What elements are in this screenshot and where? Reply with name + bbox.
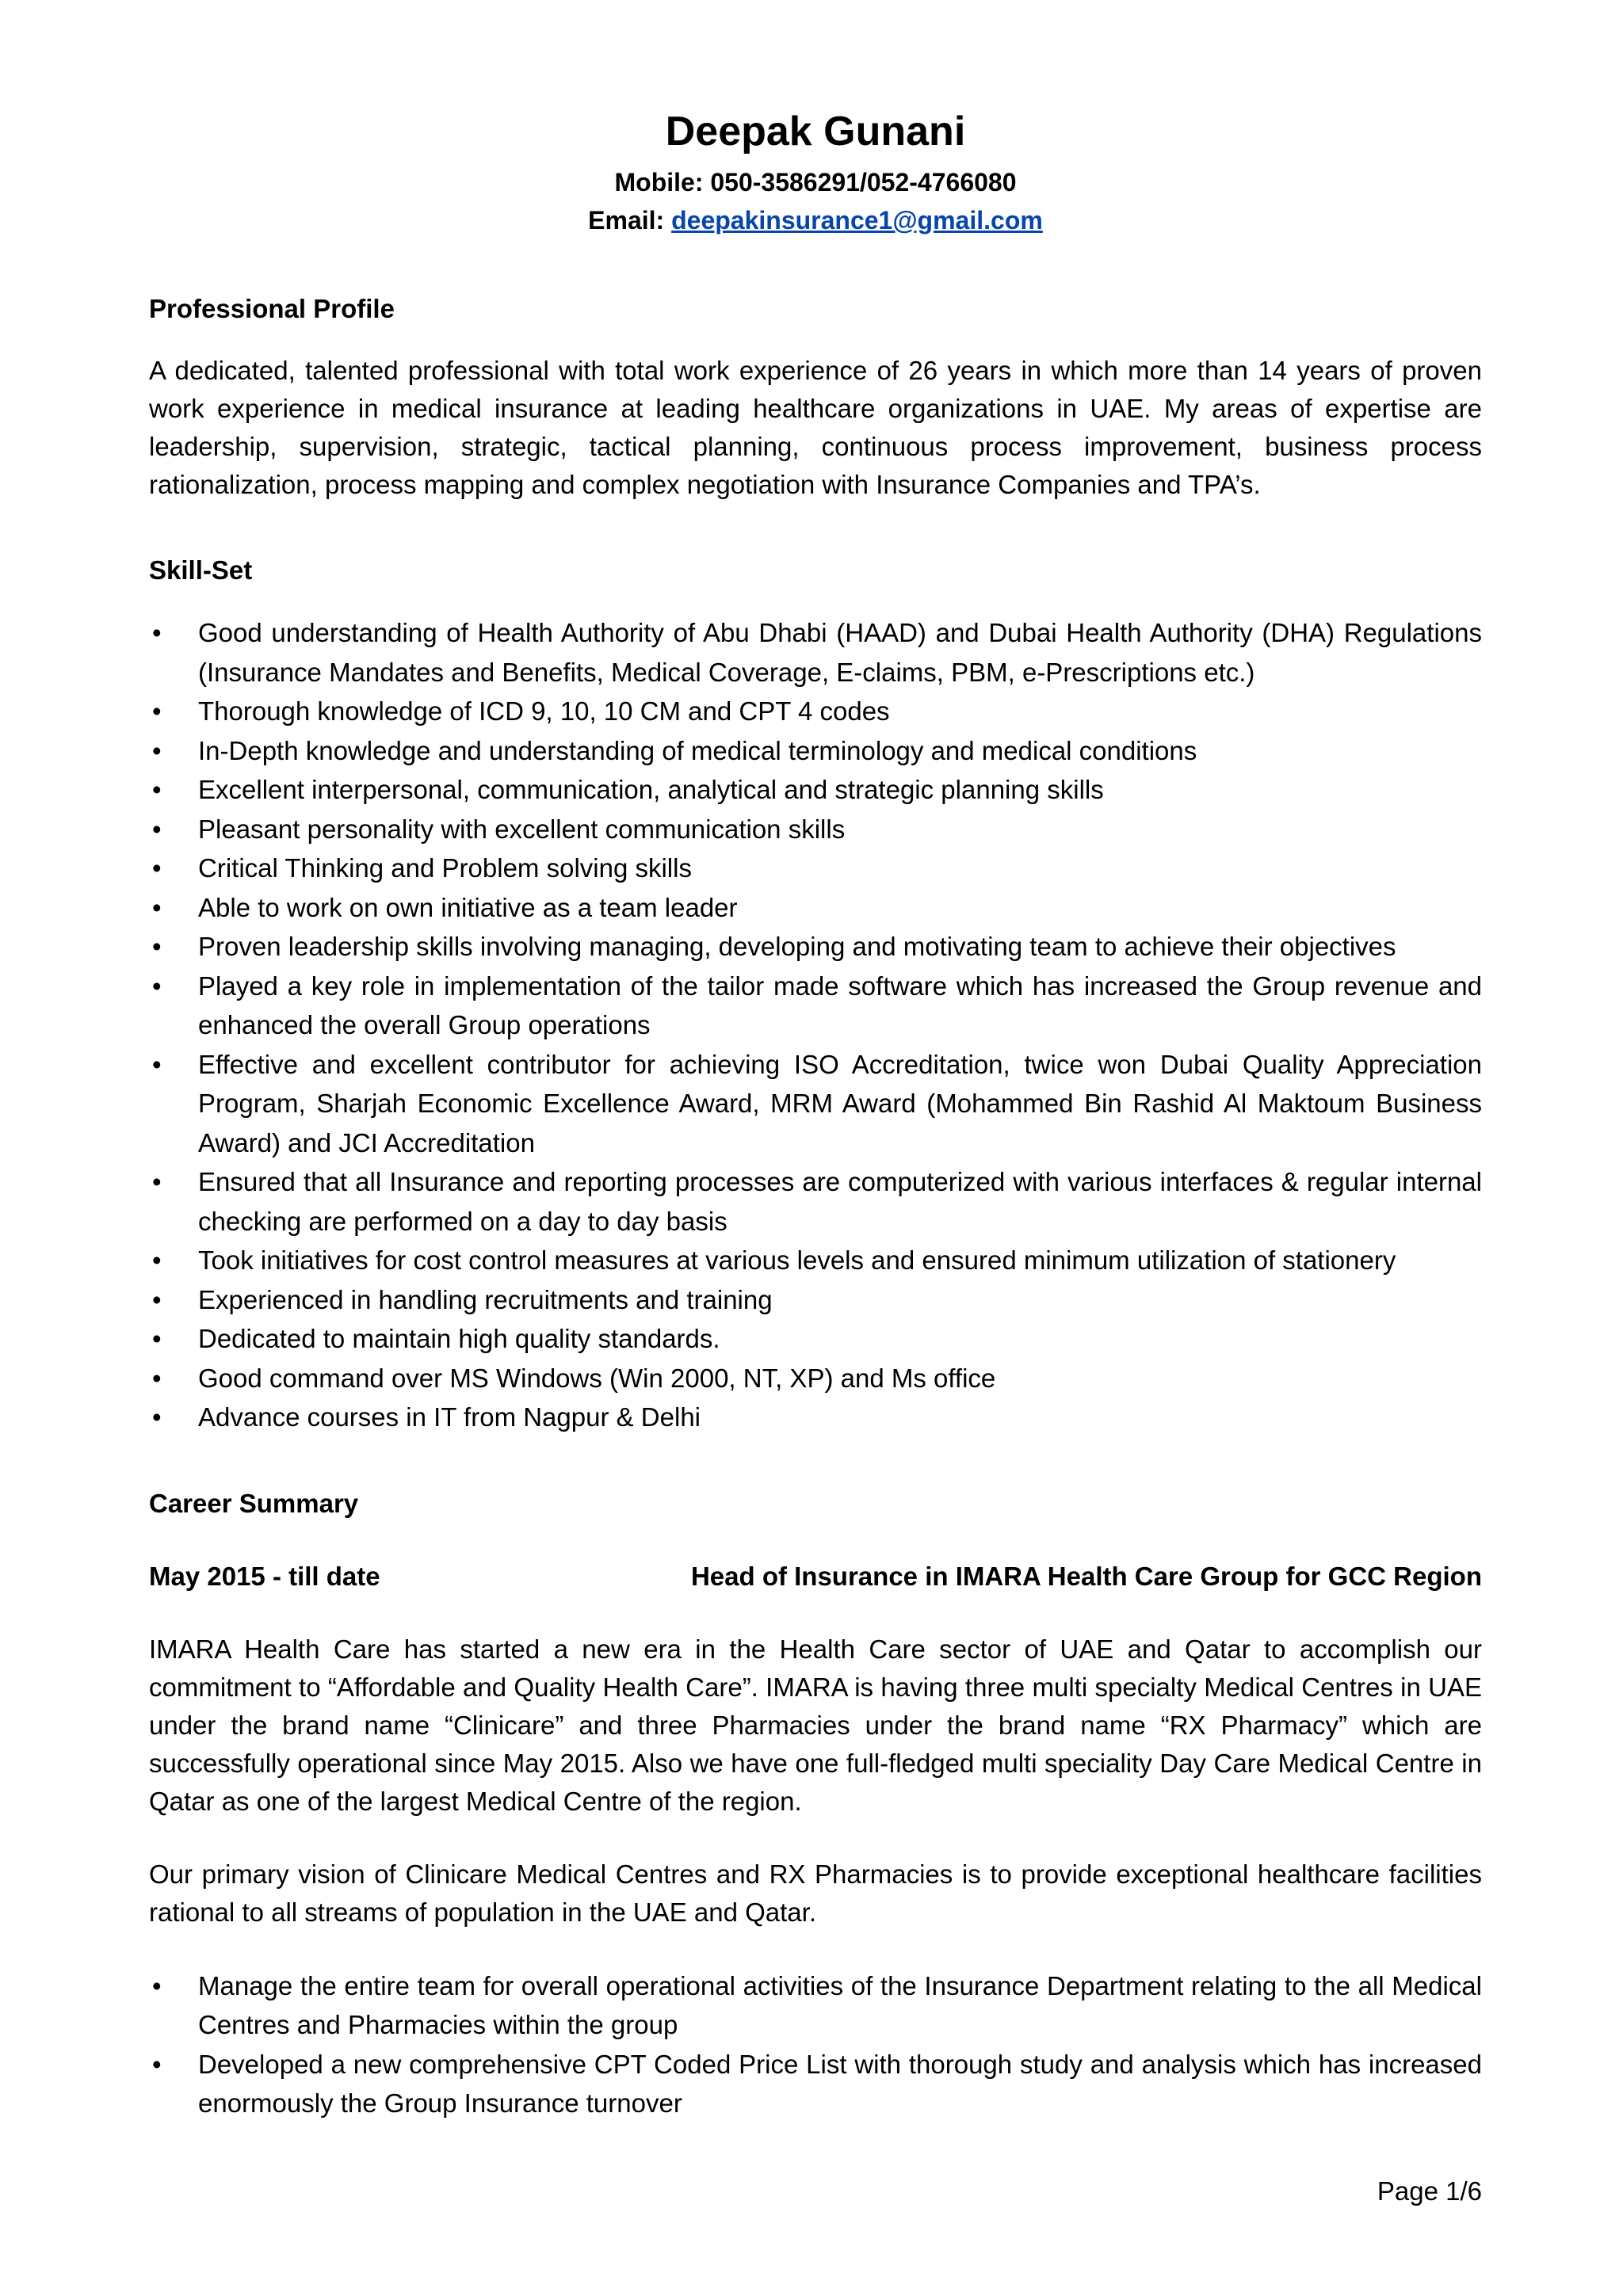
- list-item: • Excellent interpersonal, communication, analytical and strategic planning skills: [149, 770, 1482, 810]
- role-row: [149, 1558, 1482, 1596]
- skills-heading: Skill-Set: [149, 555, 253, 585]
- list-item: • Advance courses in IT from Nagpur & Delhi: [149, 1398, 1482, 1437]
- list-item: • Experienced in handling recruitments and training: [149, 1280, 1482, 1320]
- list-item: • Good command over MS Windows (Win 2000, NT, XP) and Ms office: [149, 1359, 1482, 1398]
- career-list: [149, 1966, 1482, 2123]
- list-item: • Able to work on own initiative as a team leader: [149, 888, 1482, 928]
- role-period: May 2015 - till date: [149, 1561, 380, 1591]
- list-item: • Good understanding of Health Authority of Abu Dhabi (HAAD) and Dubai Health Authority (DHA) Regulations (Insurance Mandates and Benefits, Medical Coverage, E-claims, PBM, e-Prescriptions etc.): [149, 613, 1482, 692]
- company-description: IMARA Health Care has started a new era in the Health Care sector of UAE and Qatar to accomplish our commitment to “Affordable and Quality Health Care”. IMARA is having three multi specialty Medical Centres in UAE under the brand name “Clinicare” and three Pharmacies under the brand name “RX Pharmacy” which are successfully operational since May 2015. Also we have one full-fledged multi speciality Day Care Medical Centre in Qatar as one of the largest Medical Centre of the region.: [149, 1634, 1482, 1816]
- career-heading: Career Summary: [149, 1488, 359, 1518]
- candidate-name: Deepak Gunani: [665, 109, 966, 154]
- list-item: • Thorough knowledge of ICD 9, 10, 10 CM and CPT 4 codes: [149, 692, 1482, 731]
- resume-content: [149, 101, 1482, 2123]
- page-number: Page 1/6: [1377, 2176, 1482, 2206]
- mobile-value: 050-3586291/052-4766080: [710, 168, 1017, 196]
- role-title: Head of Insurance in IMARA Health Care Group for GCC Region: [690, 1561, 1482, 1591]
- mobile-label: Mobile:: [614, 168, 711, 196]
- email-link[interactable]: deepakinsurance1@gmail.com: [671, 206, 1043, 235]
- list-item: • Ensured that all Insurance and reporting processes are computerized with various interfaces & regular internal checking are performed on a day to day basis: [149, 1162, 1482, 1241]
- list-item: • Proven leadership skills involving managing, developing and motivating team to achieve their objectives: [149, 927, 1482, 967]
- list-item: • Developed a new comprehensive CPT Coded Price List with thorough study and analysis which has increased enormously the Group Insurance turnover: [149, 2045, 1482, 2123]
- list-item: • In-Depth knowledge and understanding of medical terminology and medical conditions: [149, 731, 1482, 771]
- profile-text: A dedicated, talented professional with total work experience of 26 years in which more than 14 years of proven work experience in medical insurance at leading healthcare organizations in UAE. My areas of expertise are leadership, supervision, strategic, tactical planning, continuous process improvement, business process rationalization, process mapping and complex negotiation with Insurance Companies and TPA’s.: [149, 356, 1482, 499]
- email-label: Email:: [588, 206, 672, 235]
- company-vision: Our primary vision of Clinicare Medical Centres and RX Pharmacies is to provide exceptional healthcare facilities rational to all streams of population in the UAE and Qatar.: [149, 1859, 1482, 1927]
- profile-heading: Professional Profile: [149, 294, 395, 323]
- skills-list: [149, 613, 1482, 1437]
- list-item: • Took initiatives for cost control measures at various levels and ensured minimum utilization of stationery: [149, 1241, 1482, 1280]
- list-item: • Played a key role in implementation of the tailor made software which has increased the Group revenue and enhanced the overall Group operations: [149, 967, 1482, 1045]
- mobile-line: [149, 163, 1482, 201]
- list-item: • Effective and excellent contributor for achieving ISO Accreditation, twice won Dubai Quality Appreciation Program, Sharjah Economic Excellence Award, MRM Award (Mohammed Bin Rashid Al Maktoum Business Award) and JCI Accreditation: [149, 1045, 1482, 1163]
- list-item: • Pleasant personality with excellent communication skills: [149, 810, 1482, 849]
- list-item: • Dedicated to maintain high quality standards.: [149, 1319, 1482, 1359]
- email-line: [149, 201, 1482, 239]
- list-item: • Manage the entire team for overall operational activities of the Insurance Department relating to the all Medical Centres and Pharmacies within the group: [149, 1966, 1482, 2045]
- list-item: • Critical Thinking and Problem solving skills: [149, 849, 1482, 888]
